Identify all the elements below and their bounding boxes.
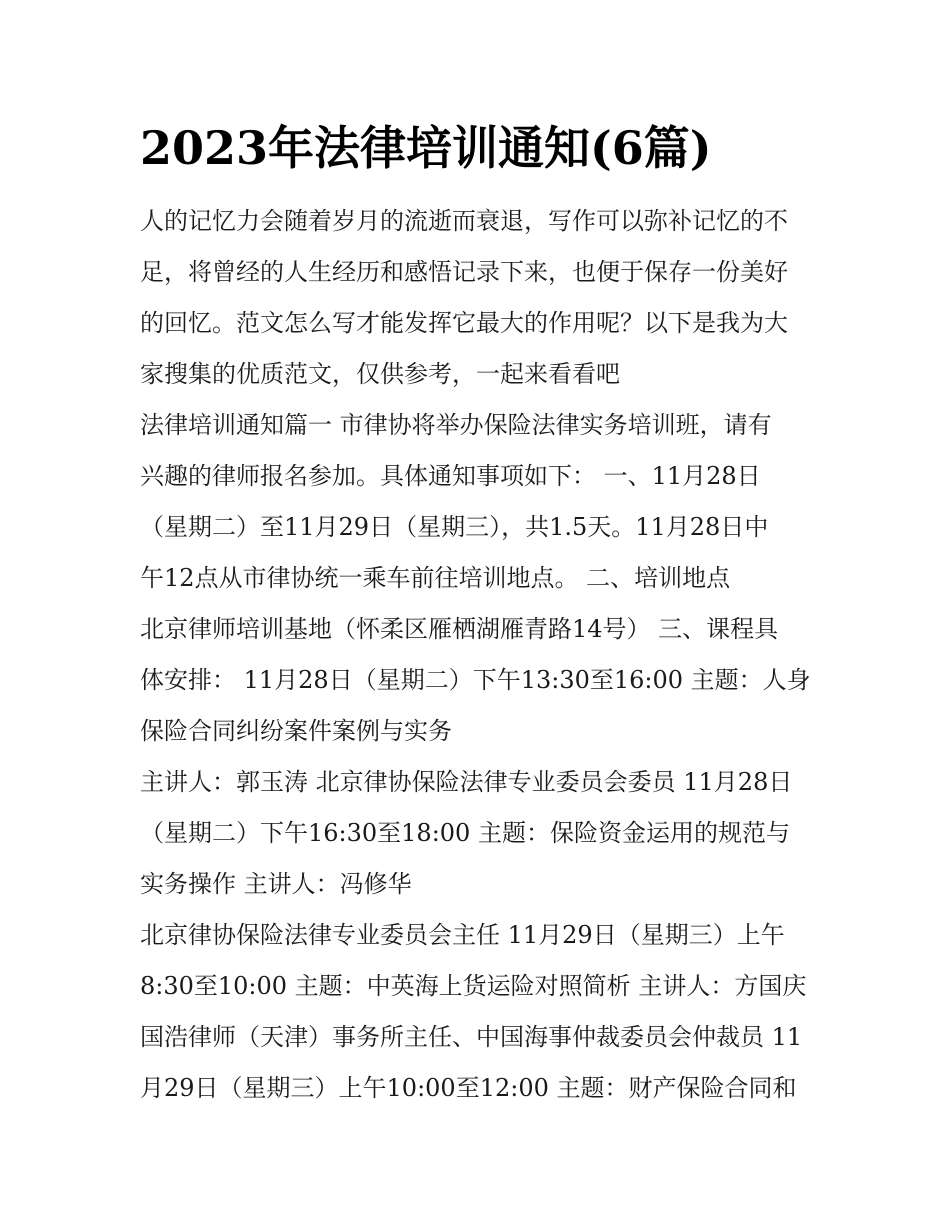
body-line: 的回忆。范文怎么写才能发挥它最大的作用呢？以下是我为大 [140,309,788,337]
body-line: 午12点从市律协统一乘车前往培训地点。 二、培训地点 [140,564,731,592]
body-line: 足，将曾经的人生经历和感悟记录下来，也便于保存一份美好 [140,258,788,286]
body-line: 保险合同纠纷案件案例与实务 [140,717,452,745]
body-line: 实务操作 主讲人：冯修华 [140,870,412,898]
body-line: 兴趣的律师报名参加。具体通知事项如下： 一、11月28日 [140,462,761,490]
body-line: 体安排： 11月28日（星期二）下午13:30至16:00 主题：人身 [140,666,811,694]
document-title: 2023年法律培训通知(6篇) [140,121,712,175]
body-line: 国浩律师（天津）事务所主任、中国海事仲裁委员会仲裁员 11 [140,1023,803,1051]
body-line: 人的记忆力会随着岁月的流逝而衰退，写作可以弥补记忆的不 [140,207,788,235]
body-line: 月29日（星期三）上午10:00至12:00 主题：财产保险合同和 [140,1074,797,1102]
body-line: （星期二）下午16:30至18:00 主题：保险资金运用的规范与 [140,819,790,847]
body-line: 家搜集的优质范文，仅供参考，一起来看看吧 [140,360,620,388]
body-line: 法律培训通知篇一 市律协将举办保险法律实务培训班，请有 [140,411,772,439]
body-line: 北京律师培训基地（怀柔区雁栖湖雁青路14号） 三、课程具 [140,615,779,643]
body-line: 北京律协保险法律专业委员会主任 11月29日（星期三）上午 [140,921,785,949]
body-line: 8:30至10:00 主题：中英海上货运险对照简析 主讲人：方国庆 [140,972,807,1000]
body-line: 主讲人：郭玉涛 北京律协保险法律专业委员会委员 11月28日 [140,768,793,796]
body-line: （星期二）至11月29日（星期三），共1.5天。11月28日中 [140,513,769,541]
